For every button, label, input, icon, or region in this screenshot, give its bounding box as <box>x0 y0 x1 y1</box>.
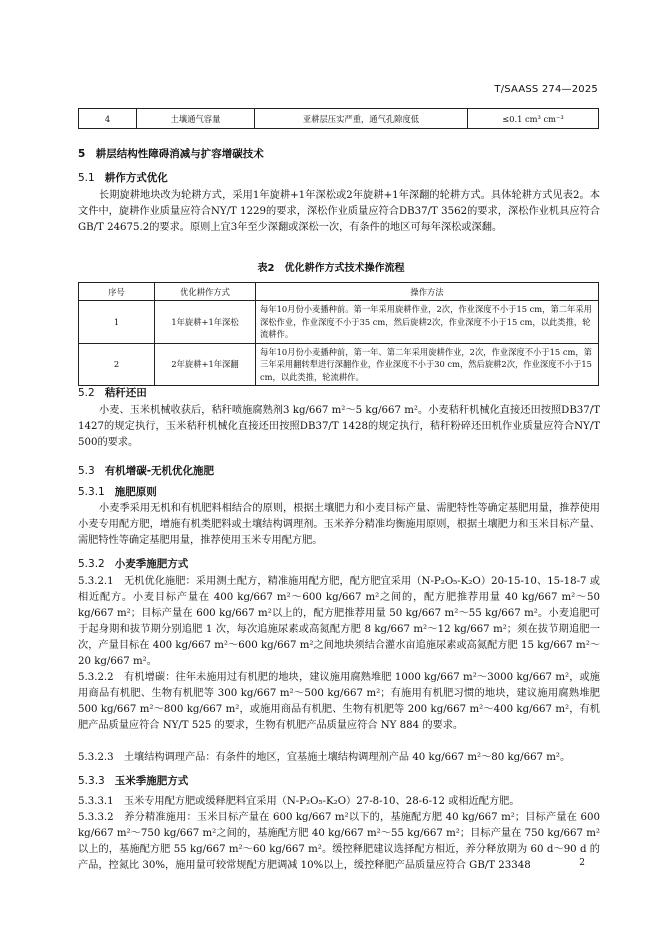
section-5-3-1-heading <box>78 484 157 499</box>
standard-code: T/SAASS 274—2025 <box>494 84 598 95</box>
paragraph-5-3-3-2: 5.3.3.2 养分精准施用：玉米目标产量在 600 kg/667 m²以下的，基施配方肥 40 kg/667 m²；目标产量在 600 kg/667 m²～750 kg/667 m²之间的，基施配方肥 40 kg/667 m²～55 kg/667 m²；目标产量在 750 kg/667 m²以上的，基施配方肥 55 kg/667 m²～60 kg/667 m²。缓控释肥建议选择配方相近，养分释放期为 60 d～90 d 的产品，控氮比 30%，施用量可较常规配方肥调减 10%以上，缓控释肥产品质量应符合 GB/T 23348 <box>78 812 600 871</box>
paragraph-5-3-3-1: 5.3.3.1 玉米专用配方肥或缓释肥料宜采用（N-P₂O₅-K₂O）27-8-10、28-6-12 或相近配方肥。 <box>78 796 520 807</box>
section-title: 施肥原则 <box>114 486 157 498</box>
column-header: 操作方法 <box>256 283 599 301</box>
section-5-3-heading <box>78 463 214 478</box>
section-title: 秸秆还田 <box>104 387 147 399</box>
row-description: 亚耕层压实严重，通气孔隙度低 <box>255 109 468 129</box>
row-method: 每年10月份小麦播种前，第一年、第二年采用旋耕作业，2次，作业深度不小于15 cm，第三年采用翻转犁进行深翻作业，作业深度不小于30 cm，然后旋耕2次，作业深度不小于15 cm，以此类推，轮流耕作。 <box>256 343 599 386</box>
section-5-3-2-heading <box>78 556 188 571</box>
row-number: 1 <box>79 301 155 344</box>
section-number: 5.3.2 <box>78 558 105 570</box>
paragraph-5-3-2-3: 5.3.2.3 土壤结构调理产品：有条件的地区，宜基施土壤结构调理剂产品 40 kg/667 m²～80 kg/667 m²。 <box>78 752 571 763</box>
section-title: 耕作方式优化 <box>104 172 168 184</box>
paragraph-5-2: 小麦、玉米机械收获后，秸秆喷施腐熟剂3 kg/667 m²～5 kg/667 m²。小麦秸秆机械化直接还田按照DB37/T 1427的规定执行，玉米秸秆机械化直接还田按照DB37/T 1428的规定执行，秸秆粉碎还田机作业质量应符合NY/T 500的要求。 <box>78 405 600 448</box>
column-header: 序号 <box>79 283 155 301</box>
table-2-caption: 表2 优化耕作方式技术操作流程 <box>257 263 405 274</box>
section-5-heading: 5 耕层结构性障碍消减与扩容增碳技术 <box>78 148 264 160</box>
section-title: 玉米季施肥方式 <box>114 775 189 787</box>
row-number: 2 <box>79 343 155 386</box>
table-continued <box>78 108 599 129</box>
section-number: 5.1 <box>78 172 95 184</box>
row-value: ≤0.1 cm³ cm⁻³ <box>468 109 599 129</box>
section-number: 5.3.3 <box>78 775 105 787</box>
table-row <box>79 109 599 129</box>
section-title: 有机增碳-无机优化施肥 <box>104 465 215 477</box>
table-row <box>79 343 599 386</box>
row-mode: 1年旋耕+1年深松 <box>155 301 256 344</box>
section-5-2-heading <box>78 385 147 400</box>
paragraph-5-3-2-2: 5.3.2.2 有机增碳：往年未施用过有机肥的地块，建议施用腐熟堆肥 1000 kg/667 m²～3000 kg/667 m²，或施用商品有机肥、生物有机肥等 300 kg/667 m²～500 kg/667 m²；有施用有机肥习惯的地块，建议施用腐熟堆肥 500 kg/667 m²～800 kg/667 m²，或施用商品有机肥、生物有机肥等 200 kg/667 m²～400 kg/667 m²，有机肥产品质量应符合 NY/T 525 的要求，生物有机肥产品质量应符合 NY 884 的要求。 <box>78 672 600 731</box>
paragraph-5-1: 长期旋耕地块改为轮耕方式，采用1年旋耕+1年深松或2年旋耕+1年深翻的轮耕方式。具体轮耕方式见表2。本文件中，旋耕作业质量应符合NY/T 1229的要求，深松作业质量应符合DB37/T 3562的要求，深松作业机具应符合GB/T 24675.2的要求。原则上宜3年至少深翻或深松一次，有条件的地区可每年深松或深翻。 <box>78 190 600 233</box>
paragraph-5-3-1: 小麦季采用无机和有机肥料相结合的原则，根据土壤肥力和小麦目标产量、需肥特性等确定基肥用量，推荐使用小麦专用配方肥，增施有机类肥料或土壤结构调理剂。玉米养分精准均衡施用原则，根据土壤肥力和玉米目标产量、需肥特性等确定基肥用量，推荐使用玉米专用配方肥。 <box>78 503 600 546</box>
row-item: 土壤通气容量 <box>137 109 255 129</box>
table-header-row <box>79 283 599 301</box>
page-number: 2 <box>579 858 585 868</box>
section-number: 5.3.1 <box>78 486 105 498</box>
column-header: 优化耕作方式 <box>155 283 256 301</box>
row-mode: 2年旋耕+1年深翻 <box>155 343 256 386</box>
row-method: 每年10月份小麦播种前。第一年采用旋耕作业，2次，作业深度不小于15 cm，第二年采用深松作业，作业深度不小于35 cm，然后旋耕2次，作业深度不小于15 cm，以此类推，轮流耕作。 <box>256 301 599 344</box>
table-2 <box>78 282 599 386</box>
section-title: 小麦季施肥方式 <box>114 558 189 570</box>
section-5-1-heading <box>78 170 168 185</box>
table-row <box>79 301 599 344</box>
section-5-3-3-heading <box>78 773 188 788</box>
section-number: 5.3 <box>78 465 95 477</box>
row-number: 4 <box>79 109 137 129</box>
paragraph-5-3-2-1: 5.3.2.1 无机优化施肥：采用测土配方，精准施用配方肥，配方肥宜采用（N-P₂O₅-K₂O）20-15-10、15-18-7 或相近配方。小麦目标产量在 400 kg/667 m²～600 kg/667 m²之间的，配方肥推荐用量 40 kg/667 m²～50 kg/667 m²；目标产量在 600 kg/667 m²以上的，配方肥推荐用量 50 kg/667 m²～55 kg/667 m²。小麦追肥可于起身期和拔节期分别追肥 1 次，每次追施尿素或高氮配方肥 8 kg/667 m²～12 kg/667 m²；须在拔节期追肥一次，产量目标在 400 kg/667 m²～600 kg/667 m²之间地块须结合灌水亩追施尿素或高氮配方肥 15 kg/667 m²～20 kg/667 m²。 <box>78 576 600 667</box>
section-number: 5.2 <box>78 387 95 399</box>
